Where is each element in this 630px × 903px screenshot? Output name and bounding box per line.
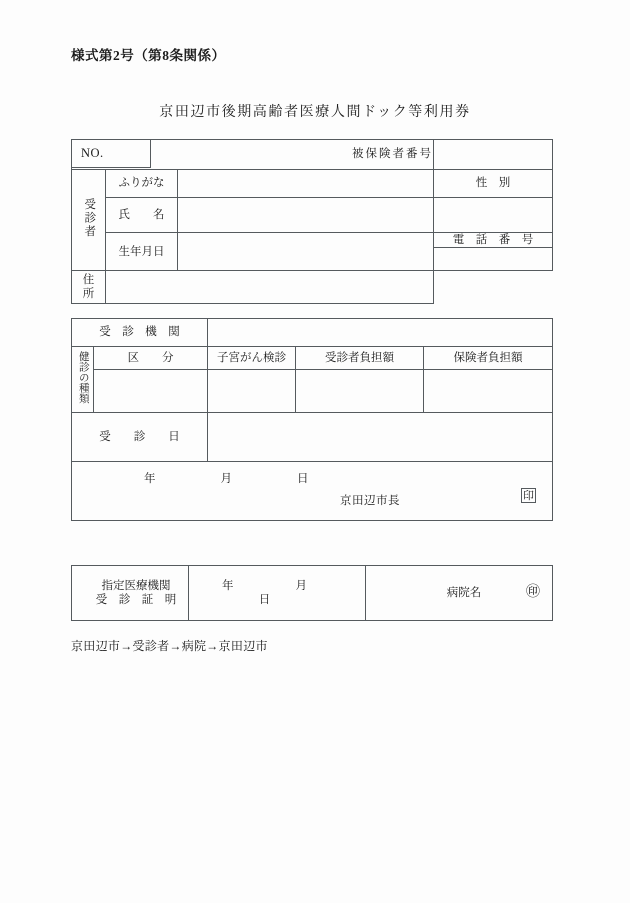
seal-stamp-icon: 印 <box>523 490 535 502</box>
column-header-cervical-cancer: 子宮がん検診 <box>208 347 296 370</box>
table-row <box>72 170 553 198</box>
no-label: NO. <box>81 146 104 160</box>
value-patient-share[interactable] <box>296 370 424 413</box>
certification-table <box>71 565 553 621</box>
furigana-value[interactable] <box>178 170 434 198</box>
birthdate-value[interactable] <box>178 233 434 271</box>
column-header-insurer-share: 保険者負担額 <box>424 347 553 370</box>
hospital-name-label: 病院名 <box>446 586 482 599</box>
institution-value[interactable] <box>208 319 553 347</box>
table-row <box>72 319 553 347</box>
phone-value[interactable] <box>434 248 553 271</box>
table-row <box>72 462 553 521</box>
furigana-label: ふりがな <box>106 170 178 198</box>
column-header-patient-share: 受診者負担額 <box>296 347 424 370</box>
address-label: 住 所 <box>72 271 106 304</box>
gender-value[interactable] <box>434 198 553 233</box>
value-insurer-share[interactable] <box>424 370 553 413</box>
table-row <box>72 271 553 304</box>
hospital-seal-icon: ㊞ <box>526 585 540 600</box>
birthdate-label: 生年月日 <box>106 233 178 271</box>
exam-type-label: 健診の種類 <box>77 351 89 404</box>
value-category[interactable] <box>94 370 208 413</box>
issue-date: 年 月 日 <box>144 473 323 485</box>
table-row <box>72 413 553 462</box>
table-row <box>72 233 553 248</box>
form-code: 様式第2号（第8条関係） <box>71 48 226 63</box>
address-value[interactable] <box>106 271 434 304</box>
insured-number-label-cell <box>178 140 434 170</box>
routing-note: 京田辺市→受診者→病院→京田辺市 <box>71 639 268 653</box>
table-row <box>72 566 553 621</box>
exam-type-label-cell <box>72 347 94 413</box>
insured-number-value[interactable] <box>434 140 553 170</box>
name-label: 氏 名 <box>106 198 178 233</box>
name-value[interactable] <box>178 198 434 233</box>
exam-date-value[interactable] <box>208 413 553 462</box>
page-title: 京田辺市後期高齢者医療人間ドック等利用券 <box>159 105 471 120</box>
institution-label: 受 診 機 関 <box>72 319 208 347</box>
insured-number-label: 被保険者番号 <box>352 148 433 161</box>
phone-label: 電 話 番 号 <box>434 233 553 248</box>
mayor-label: 京田辺市長 <box>340 495 400 507</box>
gender-label: 性 別 <box>434 170 553 198</box>
certification-label-cell <box>72 566 189 621</box>
issuer-signature-cell <box>72 462 553 521</box>
value-cervical-cancer[interactable] <box>208 370 296 413</box>
certification-date[interactable]: 年 月 日 <box>189 566 366 621</box>
hospital-name-cell[interactable] <box>366 566 553 621</box>
table-row <box>72 347 553 370</box>
certification-label-line1: 指定医療機関 <box>101 579 171 592</box>
certification-label-line2: 受 診 証 明 <box>95 594 177 606</box>
applicant-group-label: 受診者 <box>83 197 96 239</box>
applicant-group-label-cell <box>72 170 106 271</box>
table-row <box>72 198 553 233</box>
exam-table <box>71 318 553 521</box>
no-box <box>71 139 151 168</box>
table-row <box>72 370 553 413</box>
exam-date-label: 受 診 日 <box>72 413 208 462</box>
column-header-category: 区 分 <box>94 347 208 370</box>
